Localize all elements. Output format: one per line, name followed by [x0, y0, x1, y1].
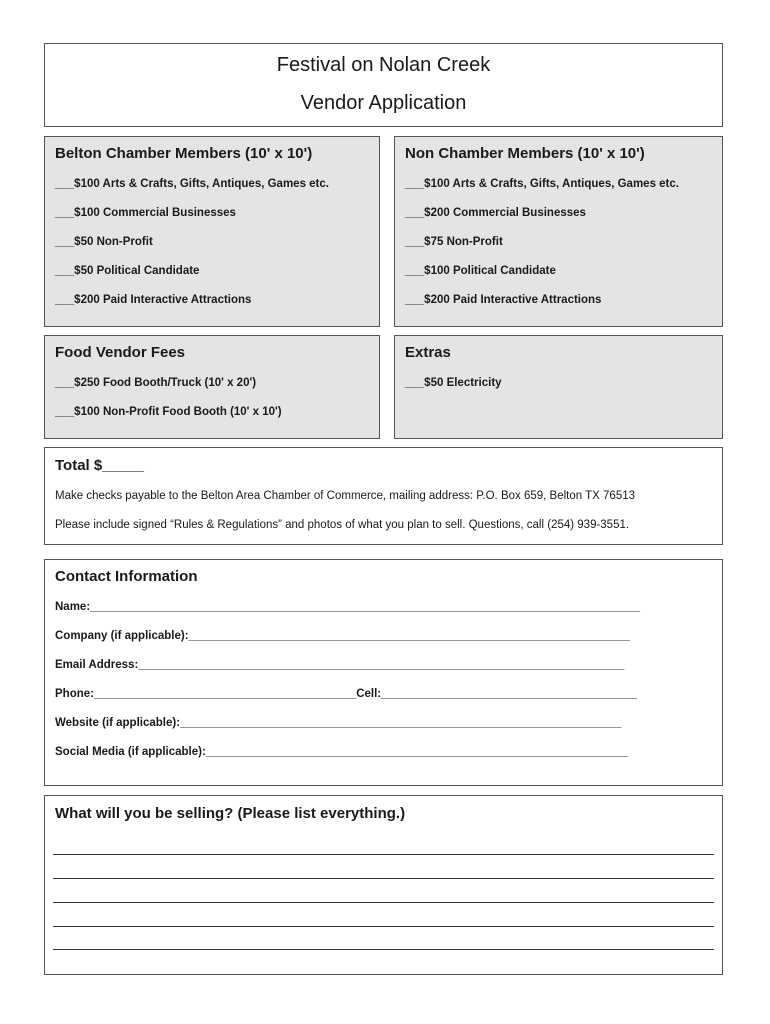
- selling-section: [44, 795, 723, 975]
- chamber-option-attractions[interactable]: ___$200 Paid Interactive Attractions: [55, 294, 252, 306]
- chamber-option-political[interactable]: ___$50 Political Candidate: [55, 265, 200, 277]
- company-field[interactable]: Company (if applicable):_____________________________________________________________________: [55, 630, 630, 642]
- chamber-option-commercial[interactable]: ___$100 Commercial Businesses: [55, 207, 236, 219]
- chamber-members-section: [44, 136, 380, 327]
- food-vendor-title: Food Vendor Fees: [55, 344, 186, 361]
- food-vendor-section: [44, 335, 380, 439]
- selling-line-1[interactable]: [53, 854, 714, 855]
- social-media-field[interactable]: Social Media (if applicable):__________________________________________________________________: [55, 746, 628, 758]
- selling-line-2[interactable]: [53, 878, 714, 879]
- total-section: [44, 447, 723, 545]
- contact-section: [44, 559, 723, 786]
- non-chamber-option-political[interactable]: ___$100 Political Candidate: [405, 265, 556, 277]
- form-title: Festival on Nolan Creek: [276, 54, 491, 76]
- non-chamber-option-nonprofit[interactable]: ___$75 Non-Profit: [405, 236, 503, 248]
- non-chamber-option-commercial[interactable]: ___$200 Commercial Businesses: [405, 207, 586, 219]
- total-field[interactable]: Total $_____: [55, 457, 144, 474]
- contact-title: Contact Information: [55, 568, 198, 585]
- header-box: [44, 43, 723, 127]
- selling-line-3[interactable]: [53, 902, 714, 903]
- selling-line-4[interactable]: [53, 926, 714, 927]
- non-chamber-members-section: [394, 136, 723, 327]
- extras-section: [394, 335, 723, 439]
- chamber-option-nonprofit[interactable]: ___$50 Non-Profit: [55, 236, 153, 248]
- submission-instructions: Please include signed “Rules & Regulations” and photos of what you plan to sell. Questions, call (254) 939-3551.: [55, 519, 630, 531]
- non-chamber-option-arts[interactable]: ___$100 Arts & Crafts, Gifts, Antiques, Games etc.: [405, 178, 679, 190]
- non-chamber-option-attractions[interactable]: ___$200 Paid Interactive Attractions: [405, 294, 602, 306]
- selling-title: What will you be selling? (Please list everything.): [55, 805, 406, 822]
- website-field[interactable]: Website (if applicable):_____________________________________________________________________: [55, 717, 622, 729]
- non-chamber-members-title: Non Chamber Members (10' x 10'): [405, 145, 645, 162]
- chamber-option-arts[interactable]: ___$100 Arts & Crafts, Gifts, Antiques, Games etc.: [55, 178, 329, 190]
- selling-line-5[interactable]: [53, 949, 714, 950]
- name-field[interactable]: Name:______________________________________________________________________________________: [55, 601, 641, 613]
- extras-option-electricity[interactable]: ___$50 Electricity: [405, 377, 502, 389]
- food-option-booth-truck[interactable]: ___$250 Food Booth/Truck (10' x 20'): [55, 377, 257, 389]
- extras-title: Extras: [405, 344, 451, 361]
- payment-instructions: Make checks payable to the Belton Area Chamber of Commerce, mailing address: P.O. Box 659, Belton TX 76513: [55, 490, 636, 502]
- chamber-members-title: Belton Chamber Members (10' x 10'): [55, 145, 313, 162]
- form-subtitle: Vendor Application: [300, 92, 467, 114]
- phone-cell-field[interactable]: Phone:_________________________________________Cell:________________________________________: [55, 688, 637, 700]
- food-option-nonprofit-booth[interactable]: ___$100 Non-Profit Food Booth (10' x 10'): [55, 406, 282, 418]
- email-field[interactable]: Email Address:____________________________________________________________________________: [55, 659, 625, 671]
